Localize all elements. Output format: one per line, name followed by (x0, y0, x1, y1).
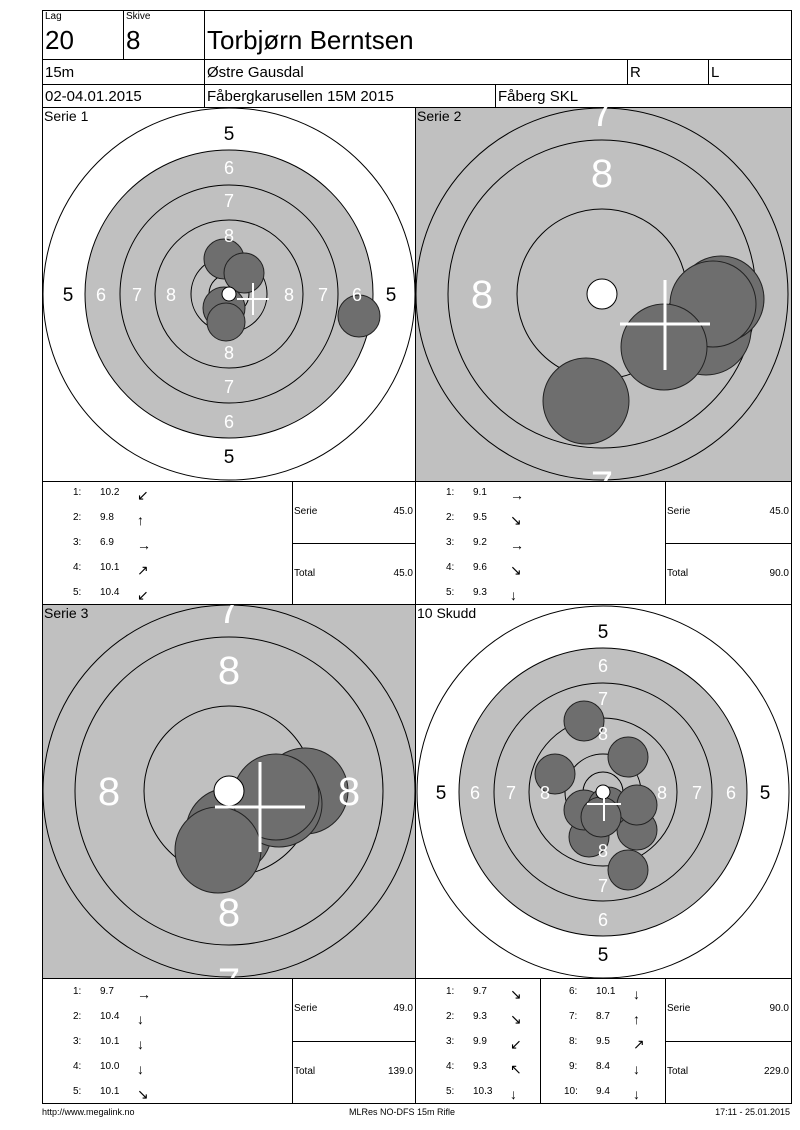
shot-score: 9.3 (473, 1061, 487, 1072)
shot-row (416, 1011, 536, 1027)
shot-score: 9.5 (473, 512, 487, 523)
shot-row (541, 1011, 661, 1027)
event-name: Fåbergkarusellen 15M 2015 (207, 88, 394, 105)
shot-direction-arrow-icon: ↓ (510, 587, 517, 603)
shot-hole (175, 807, 261, 893)
ring-num: 7 (590, 464, 614, 508)
shot-score: 10.2 (100, 487, 120, 498)
ring-num: 5 (385, 285, 397, 306)
l-label: L (711, 64, 720, 81)
shot-number: 1: (446, 986, 455, 997)
shot-row (43, 1061, 163, 1077)
shot-number: 2: (73, 512, 82, 523)
serie-value: 45.0 (393, 506, 413, 517)
r-label: R (630, 64, 641, 81)
serie-1-total (292, 543, 416, 605)
shot-number: 3: (73, 1036, 82, 1047)
shot-direction-arrow-icon: ↓ (633, 1086, 640, 1102)
shot-row (43, 587, 163, 603)
shot-score: 10.1 (100, 1036, 120, 1047)
shots-table-serie-2 (415, 481, 666, 605)
shot-direction-arrow-icon: ↑ (633, 1011, 640, 1027)
shot-row (43, 1086, 163, 1102)
distance-cell (42, 59, 205, 85)
shot-row (43, 537, 163, 553)
organizer-cell (495, 84, 792, 108)
ring-num: 5 (62, 285, 74, 306)
shot-direction-arrow-icon: ↓ (137, 1061, 144, 1077)
shooter-name: Torbjørn Berntsen (207, 25, 414, 55)
ring-num: 8 (283, 285, 295, 305)
shot-score: 9.2 (473, 537, 487, 548)
shot-score: 8.4 (596, 1061, 610, 1072)
shot-direction-arrow-icon: ↓ (510, 1086, 517, 1102)
shot-score: 9.3 (473, 1011, 487, 1022)
target-title: Serie 2 (417, 108, 462, 124)
shot-hole (207, 303, 245, 341)
dates-cell (42, 84, 205, 108)
shot-number: 3: (446, 1036, 455, 1047)
shot-direction-arrow-icon: ↓ (137, 1036, 144, 1052)
total-value: 45.0 (393, 568, 413, 579)
total-label: Total (294, 568, 316, 579)
shot-score: 9.8 (100, 512, 114, 523)
shot-score: 9.5 (596, 1036, 610, 1047)
shot-direction-arrow-icon: ↘ (510, 1011, 522, 1027)
shot-direction-arrow-icon: ↘ (510, 986, 522, 1002)
shot-number: 1: (73, 986, 82, 997)
l-cell (708, 59, 792, 85)
shot-number: 1: (73, 487, 82, 498)
shot-number: 6: (569, 986, 578, 997)
serie-label: Serie (294, 1003, 318, 1014)
shot-direction-arrow-icon: → (137, 986, 151, 1002)
club-place: Østre Gausdal (207, 64, 304, 81)
shot-score: 6.9 (100, 537, 114, 548)
ring-num: 5 (435, 783, 447, 804)
shot-score: 9.1 (473, 487, 487, 498)
shot-row (43, 1011, 163, 1027)
target-10-skudd (415, 604, 792, 979)
total-label: Total (667, 1066, 689, 1077)
shot-number: 4: (73, 562, 82, 573)
lag-cell (42, 10, 124, 60)
ring-num: 8 (597, 841, 609, 861)
shot-direction-arrow-icon: → (137, 537, 151, 553)
shot-score: 9.4 (596, 1086, 610, 1097)
shot-number: 2: (73, 1011, 82, 1022)
shots-table-10-a (415, 978, 541, 1104)
shot-score: 10.4 (100, 587, 120, 598)
ring-num: 8 (165, 285, 177, 305)
shot-number: 5: (446, 587, 455, 598)
ring-num: 7 (217, 588, 241, 632)
shot-score: 9.7 (473, 986, 487, 997)
lag-label: Lag (45, 11, 62, 22)
ring-num: 7 (223, 377, 235, 397)
ring-num: 8 (597, 724, 609, 744)
shot-number: 3: (73, 537, 82, 548)
shot-score: 10.1 (100, 562, 120, 573)
club-cell (204, 59, 628, 85)
shot-direction-arrow-icon: ↗ (137, 562, 149, 578)
serie-value: 90.0 (769, 1003, 789, 1014)
shot-row (416, 1086, 536, 1102)
serie-label: Serie (294, 506, 318, 517)
shot-score: 10.1 (100, 1086, 120, 1097)
shot-number: 9: (569, 1061, 578, 1072)
serie-3-sum (292, 978, 416, 1042)
ring-num: 7 (597, 876, 609, 896)
footer-software: MLRes NO-DFS 15m Rifle (349, 1107, 456, 1117)
total-label: Total (294, 1066, 316, 1077)
shot-number: 5: (446, 1086, 455, 1097)
shot-row (416, 1061, 536, 1077)
shot-number: 5: (73, 1086, 82, 1097)
ring-num: 7 (505, 783, 517, 803)
ring-num: 6 (223, 412, 235, 432)
serie-value: 45.0 (769, 506, 789, 517)
shot-row (541, 1086, 661, 1102)
shot-direction-arrow-icon: ↘ (510, 512, 522, 528)
shot-row (416, 986, 536, 1002)
r-cell (627, 59, 709, 85)
ring-num: 6 (725, 783, 737, 803)
ring-num: 7 (223, 191, 235, 211)
shot-number: 8: (569, 1036, 578, 1047)
shot-row (43, 1036, 163, 1052)
ring-num: 6 (469, 783, 481, 803)
ring-num: 6 (223, 158, 235, 178)
shot-number: 4: (446, 1061, 455, 1072)
shot-score: 10.4 (100, 1011, 120, 1022)
total-value: 139.0 (387, 1066, 413, 1077)
shot-direction-arrow-icon: ↘ (137, 1086, 149, 1102)
shot-direction-arrow-icon: ↓ (633, 986, 640, 1002)
ring-num: 6 (597, 910, 609, 930)
shot-hole (543, 358, 629, 444)
shots-table-serie-3 (42, 978, 293, 1104)
shot-score: 9.3 (473, 587, 487, 598)
shot-direction-arrow-icon: ↓ (137, 1011, 144, 1027)
ring-num: 6 (95, 285, 107, 305)
serie-label: Serie (667, 1003, 691, 1014)
shot-number: 2: (446, 512, 455, 523)
shot-row (43, 487, 163, 503)
shot-hole (617, 785, 657, 825)
shot-direction-arrow-icon: → (510, 537, 524, 553)
footer-timestamp: 17:11 - 25.01.2015 (715, 1107, 790, 1117)
serie-1-sum (292, 481, 416, 544)
target-10-skudd-svg (416, 605, 791, 978)
shot-score: 10.0 (100, 1061, 120, 1072)
ring-num: 5 (223, 124, 235, 145)
ring-num: 7 (597, 689, 609, 709)
serie-label: Serie (667, 506, 691, 517)
dates: 02-04.01.2015 (45, 88, 142, 105)
target-title: Serie 3 (44, 605, 89, 621)
serie-2-sum (665, 481, 792, 544)
shot-row (541, 1036, 661, 1052)
shot-number: 10: (564, 1086, 578, 1097)
shot-row (416, 537, 536, 553)
ring-num: 7 (217, 961, 241, 1005)
ring-num: 8 (223, 226, 235, 246)
shot-hole (608, 737, 648, 777)
shot-number: 5: (73, 587, 82, 598)
ring-num: 8 (97, 770, 121, 814)
skive-cell (123, 10, 205, 60)
ring-num: 8 (337, 770, 361, 814)
shots-table-serie-1 (42, 481, 293, 605)
target-serie-1-svg (43, 108, 415, 481)
shot-row (416, 587, 536, 603)
shot-row (416, 487, 536, 503)
ring-num: 6 (597, 656, 609, 676)
ring-num: 7 (590, 91, 614, 135)
shot-number: 1: (446, 487, 455, 498)
target-title: 10 Skudd (417, 605, 477, 621)
shot-row (541, 1061, 661, 1077)
ring-num: 8 (223, 343, 235, 363)
ring-num: 5 (597, 622, 609, 643)
shot-direction-arrow-icon: ↙ (510, 1036, 522, 1052)
ring-num: 7 (691, 783, 703, 803)
ring-num: 5 (223, 447, 235, 468)
target-title: Serie 1 (44, 108, 89, 124)
lag-value: 20 (45, 25, 74, 55)
ring-num: 7 (317, 285, 329, 305)
ring-num: 8 (217, 649, 241, 693)
skive-value: 8 (126, 25, 141, 55)
shot-direction-arrow-icon: ↙ (137, 587, 149, 603)
ring-num: 5 (597, 945, 609, 966)
shot-score: 9.9 (473, 1036, 487, 1047)
organizer: Fåberg SKL (498, 88, 579, 105)
shot-score: 10.3 (473, 1086, 493, 1097)
serie-4-sum (665, 978, 792, 1042)
total-label: Total (667, 568, 689, 579)
shot-score: 9.6 (473, 562, 487, 573)
ring-num: 7 (131, 285, 143, 305)
ring-num: 8 (539, 783, 551, 803)
footer-url[interactable]: http://www.megalink.no (42, 1107, 135, 1117)
shot-row (43, 512, 163, 528)
shot-direction-arrow-icon: ↗ (633, 1036, 645, 1052)
target-serie-1 (42, 107, 416, 482)
shot-row (541, 986, 661, 1002)
ring-num: 8 (590, 152, 614, 196)
shooter-name-cell (204, 10, 792, 60)
shot-number: 7: (569, 1011, 578, 1022)
ring-num: 6 (351, 285, 363, 305)
ring-num: 8 (217, 891, 241, 935)
total-value: 229.0 (763, 1066, 789, 1077)
shot-row (43, 986, 163, 1002)
serie-2-total (665, 543, 792, 605)
shot-row (416, 562, 536, 578)
shot-score: 8.7 (596, 1011, 610, 1022)
serie-3-total (292, 1041, 416, 1104)
ring-num: 8 (470, 273, 494, 317)
shots-table-10-b (540, 978, 666, 1104)
skive-label: Skive (126, 11, 151, 22)
shot-direction-arrow-icon: → (510, 487, 524, 503)
shot-hole (608, 850, 648, 890)
shot-number: 2: (446, 1011, 455, 1022)
event-cell (204, 84, 496, 108)
shot-number: 3: (446, 537, 455, 548)
shot-row (416, 512, 536, 528)
shot-number: 4: (73, 1061, 82, 1072)
total-value: 90.0 (769, 568, 789, 579)
shot-direction-arrow-icon: ↘ (510, 562, 522, 578)
shot-row (416, 1036, 536, 1052)
shot-direction-arrow-icon: ↖ (510, 1061, 522, 1077)
shot-number: 4: (446, 562, 455, 573)
distance: 15m (45, 64, 75, 81)
shot-direction-arrow-icon: ↑ (137, 512, 144, 528)
ring-num: 8 (656, 783, 668, 803)
shot-row (43, 562, 163, 578)
serie-value: 49.0 (393, 1003, 413, 1014)
serie-4-total (665, 1041, 792, 1104)
shot-direction-arrow-icon: ↓ (633, 1061, 640, 1077)
shot-score: 9.7 (100, 986, 114, 997)
shot-direction-arrow-icon: ↙ (137, 487, 149, 503)
ring-num: 5 (759, 783, 771, 804)
shot-score: 10.1 (596, 986, 616, 997)
